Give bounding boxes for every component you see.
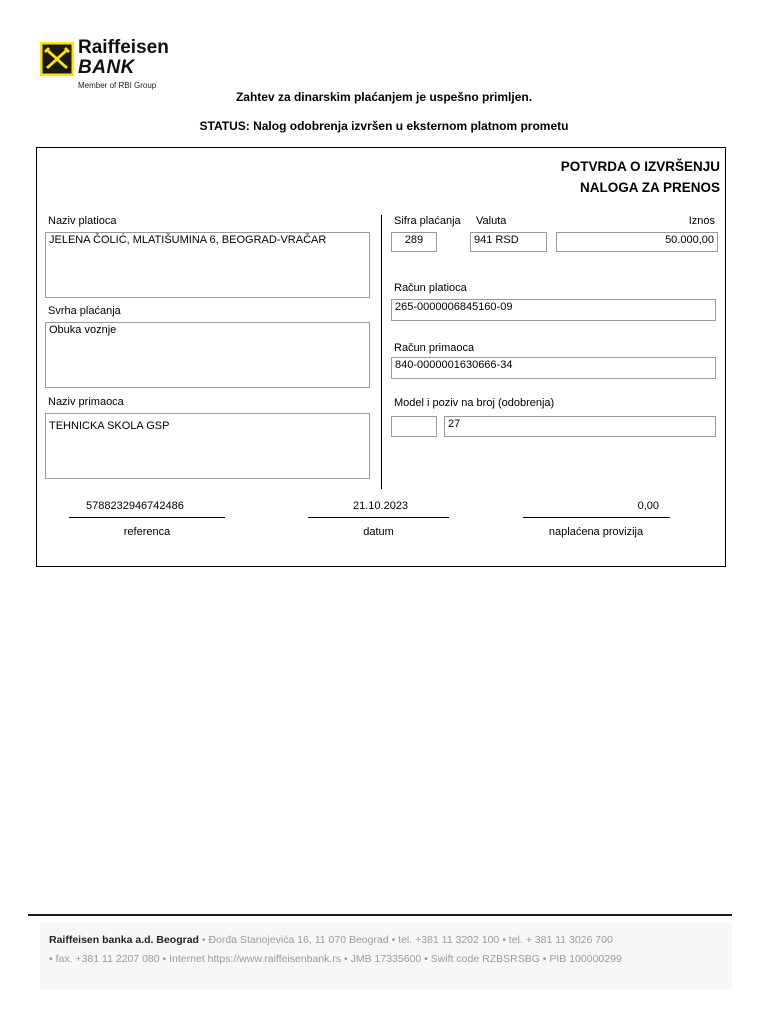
column-divider	[381, 215, 382, 489]
payment-code-label: Sifra plaćanja	[394, 215, 461, 227]
reference-value: 5788232946742486	[86, 500, 184, 512]
bank-footer-address: • Đorđa Stanojevića 16, 11 070 Beograd • tel. +381 11 3202 100 • tel. + 381 11 3026 700	[198, 934, 613, 946]
payment-code-field: 289	[391, 232, 437, 252]
logo-bank: BANK	[78, 57, 135, 78]
reference-model-label: Model i poziv na broj (odobrenja)	[394, 397, 555, 409]
bank-footer-line2: • fax. +381 11 2207 080 • Internet https://www.raiffeisenbank.rs • JMB 17335600 • Swift code RZBSRSBG • PIB 100000299	[49, 953, 622, 965]
logo-tagline: Member of RBI Group	[78, 81, 157, 90]
reference-model-field	[391, 416, 437, 437]
logo-name: Raiffeisen	[78, 37, 169, 58]
recipient-account-label: Račun primaoca	[394, 342, 475, 354]
payer-label: Naziv platioca	[48, 215, 117, 227]
amount-field: 50.000,00	[556, 232, 718, 252]
confirmation-message: Zahtev za dinarskim plaćanjem je uspešno primljen.	[235, 90, 533, 104]
footer-divider	[28, 914, 732, 916]
bank-footer-name: Raiffeisen banka a.d. Beograd	[49, 934, 199, 946]
reference-caption: referenca	[123, 526, 171, 538]
payer-field: JELENA ČOLIĆ, MLATIŠUMINA 6, BEOGRAD-VRAČAR	[45, 232, 370, 298]
amount-label: Iznos	[688, 215, 715, 227]
purpose-field: Obuka voznje	[45, 322, 370, 388]
currency-label: Valuta	[476, 215, 507, 227]
reference-rule	[69, 517, 225, 518]
date-rule	[308, 517, 449, 518]
purpose-label: Svrha plaćanja	[48, 305, 121, 317]
document-title-line2: NALOGA ZA PRENOS	[579, 180, 720, 195]
date-value: 21.10.2023	[353, 500, 409, 512]
fee-rule	[523, 517, 670, 518]
document-title-line1: POTVRDA O IZVRŠENJU	[560, 159, 720, 174]
raiffeisen-logo-icon	[40, 42, 74, 76]
payer-account-label: Račun platioca	[394, 282, 467, 294]
recipient-label: Naziv primaoca	[48, 396, 124, 408]
currency-field: 941 RSD	[470, 232, 547, 252]
fee-caption: naplaćena provizija	[548, 526, 644, 538]
fee-value: 0,00	[637, 500, 659, 512]
bank-footer-line1	[49, 934, 613, 946]
payer-account-field: 265-0000006845160-09	[391, 299, 716, 321]
date-caption: datum	[363, 526, 394, 538]
recipient-field: TEHNICKA SKOLA GSP	[45, 413, 370, 479]
status-message: STATUS: Nalog odobrenja izvršen u eksternom platnom prometu	[199, 119, 569, 133]
recipient-account-field: 840-0000001630666-34	[391, 357, 716, 379]
reference-number-field: 27	[444, 416, 716, 437]
document-title	[561, 156, 720, 198]
crossed-gables-icon	[40, 42, 74, 76]
